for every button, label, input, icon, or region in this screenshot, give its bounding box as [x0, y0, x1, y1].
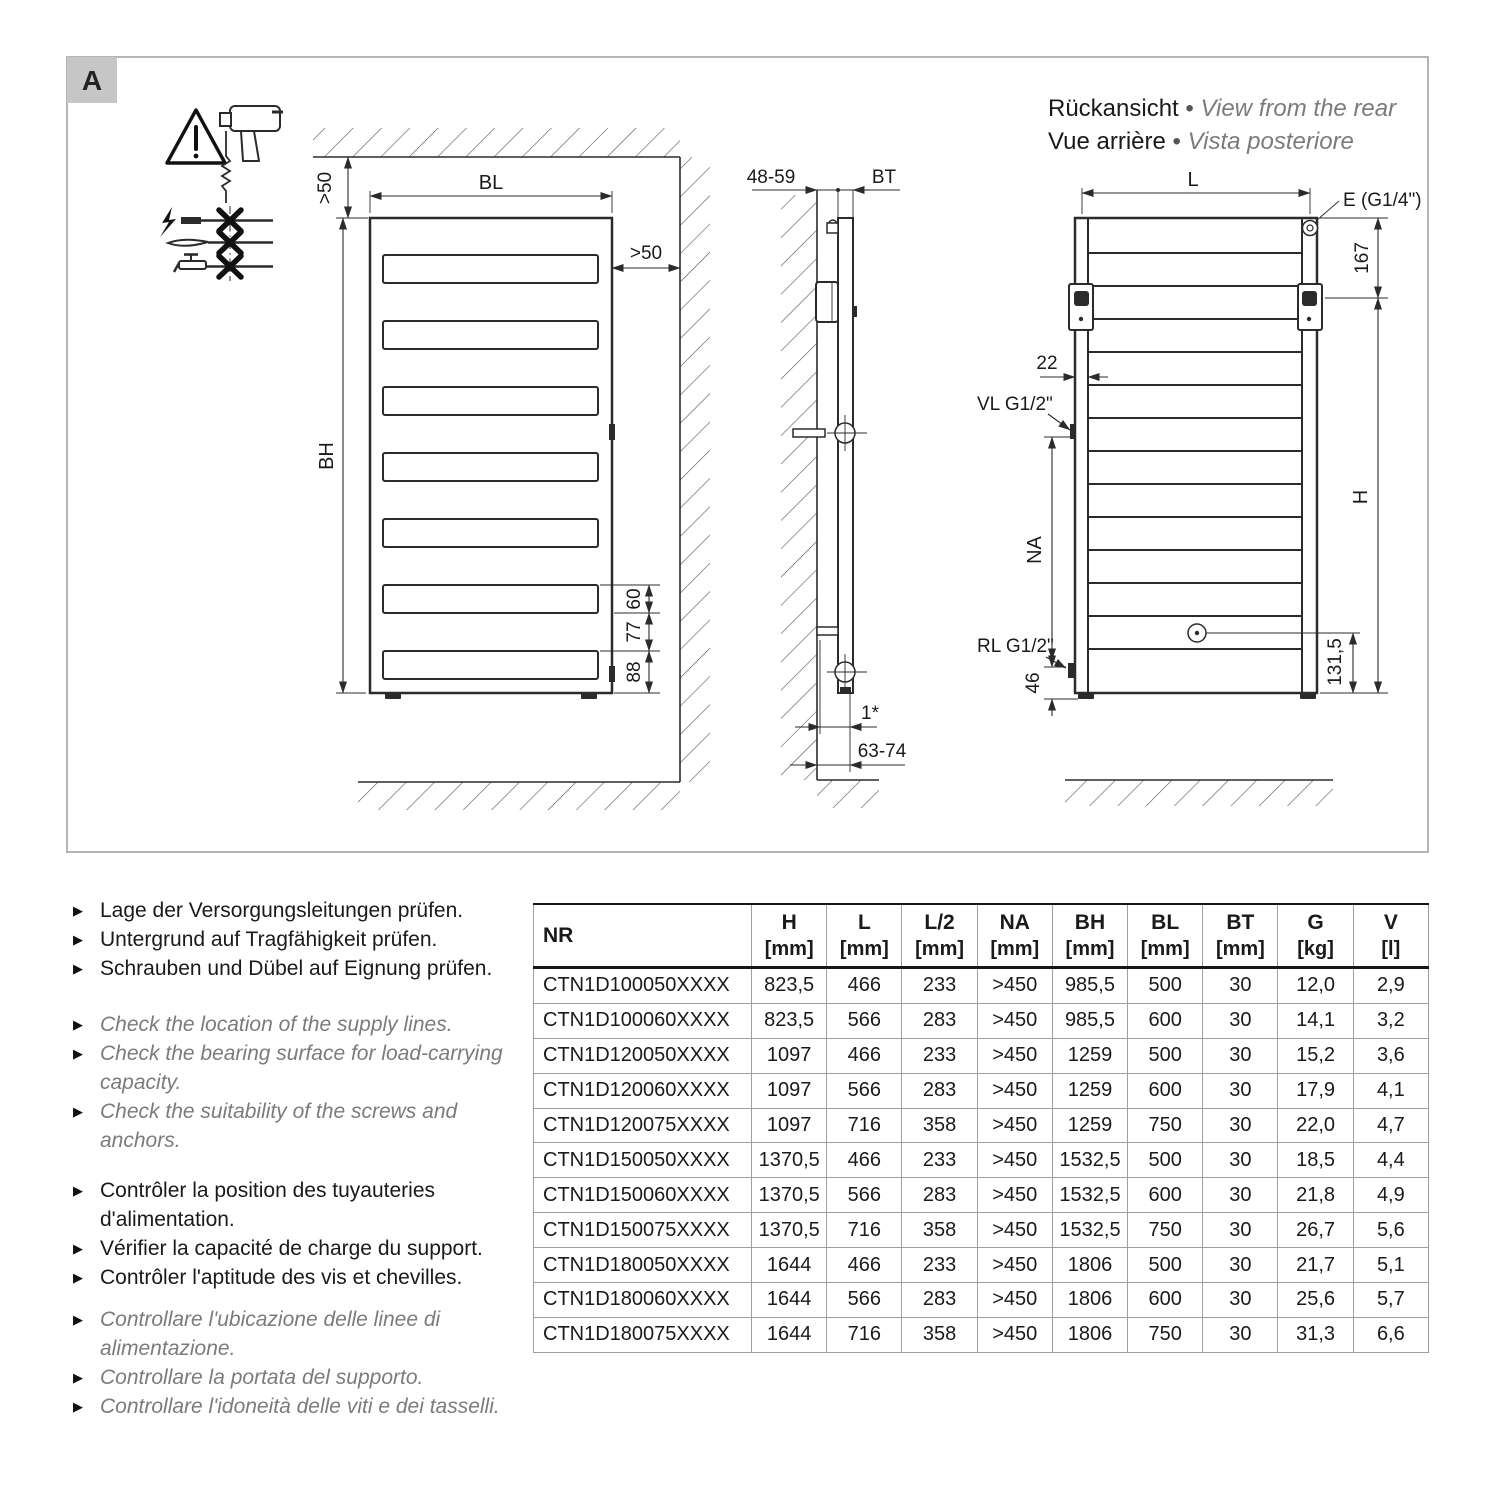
instructions-english — [73, 1010, 533, 1155]
drain-symbol — [1188, 624, 1206, 642]
value-cell: >450 — [977, 1178, 1052, 1213]
table-row — [534, 1108, 1429, 1143]
instructions-german — [73, 896, 533, 983]
value-cell: 566 — [827, 1003, 902, 1038]
lower-wall-anchor — [817, 627, 838, 635]
radiator-side-outline — [838, 218, 853, 693]
value-cell: 1259 — [1052, 1038, 1127, 1073]
value-cell: 1532,5 — [1052, 1143, 1127, 1178]
value-cell: 17,9 — [1278, 1073, 1353, 1108]
instruction-text: Contrôler la position des tuyauteries d'alimentation. — [100, 1179, 436, 1231]
value-cell: 1644 — [752, 1317, 827, 1352]
value-cell: 823,5 — [752, 1003, 827, 1038]
instruction-item — [73, 1039, 533, 1097]
value-cell: 1097 — [752, 1108, 827, 1143]
instruction-text: Controllare la portata del supporto. — [100, 1366, 424, 1389]
dim-bt-label: BT — [871, 167, 897, 188]
value-cell: 233 — [902, 1143, 977, 1178]
table-row — [534, 1003, 1429, 1038]
value-cell: 716 — [827, 1317, 902, 1352]
panel-a-label: A — [81, 65, 103, 96]
instruction-text: Controllare l'ubicazione delle linee di alimentazione. — [100, 1308, 441, 1360]
instruction-item — [73, 1305, 533, 1363]
value-cell: 18,5 — [1278, 1143, 1353, 1178]
model-number-cell: CTN1D120060XXXX — [534, 1073, 752, 1108]
value-cell: 2,9 — [1353, 968, 1428, 1004]
column-header-h: H [mm] — [752, 904, 827, 968]
instruction-item — [73, 954, 533, 983]
value-cell: 1370,5 — [752, 1213, 827, 1248]
floor-hatch — [358, 782, 680, 810]
dim-rl-label: RL G1/2" — [977, 636, 1054, 657]
table-row — [534, 1038, 1429, 1073]
lower-wall-anchor — [793, 429, 825, 437]
value-cell: >450 — [977, 1073, 1052, 1108]
value-cell: >450 — [977, 1248, 1052, 1283]
value-cell: 466 — [827, 968, 902, 1004]
instruction-item — [73, 896, 533, 925]
value-cell: 566 — [827, 1073, 902, 1108]
value-cell: 500 — [1128, 1143, 1203, 1178]
instruction-text: Check the location of the supply lines. — [100, 1013, 453, 1036]
bullet-icon: ▶ — [73, 903, 83, 918]
bullet-icon: ▶ — [73, 1370, 83, 1385]
table-row — [534, 1073, 1429, 1108]
value-cell: 30 — [1203, 1248, 1278, 1283]
value-cell: 1370,5 — [752, 1178, 827, 1213]
instruction-text: Lage der Versorgungsleitungen prüfen. — [100, 899, 464, 922]
value-cell: 233 — [902, 1038, 977, 1073]
bullet-icon: ▶ — [73, 1104, 83, 1119]
value-cell: 750 — [1128, 1108, 1203, 1143]
column-header-g: G [kg] — [1278, 904, 1353, 968]
value-cell: 30 — [1203, 1213, 1278, 1248]
value-cell: 716 — [827, 1108, 902, 1143]
rear-view-heading-line1 — [1048, 92, 1468, 125]
dim-60-label: 60 — [624, 588, 645, 610]
wall-hatch-side — [781, 195, 817, 780]
value-cell: 12,0 — [1278, 968, 1353, 1004]
column-header-bt: BT [mm] — [1203, 904, 1278, 968]
value-cell: 1532,5 — [1052, 1178, 1127, 1213]
dim-167-label: 167 — [1352, 242, 1373, 274]
instruction-text: Schrauben und Dübel auf Eignung prüfen. — [100, 957, 493, 980]
dim-h-label: H — [1350, 489, 1372, 505]
value-cell: 14,1 — [1278, 1003, 1353, 1038]
radiator-foot — [1078, 693, 1094, 699]
floor-hatch-rear — [1065, 780, 1333, 806]
wall-hatch-top — [313, 128, 680, 157]
value-cell: 600 — [1128, 1003, 1203, 1038]
value-cell: >450 — [977, 1317, 1052, 1352]
dim-77-label: 77 — [624, 621, 645, 643]
value-cell: 500 — [1128, 1038, 1203, 1073]
value-cell: 30 — [1203, 1143, 1278, 1178]
value-cell: 1532,5 — [1052, 1213, 1127, 1248]
value-cell: >450 — [977, 1003, 1052, 1038]
bullet-icon: ▶ — [73, 1183, 83, 1198]
value-cell: 716 — [827, 1213, 902, 1248]
value-cell: 500 — [1128, 968, 1203, 1004]
heading-fr: Vue arrière — [1048, 128, 1166, 155]
model-number-cell: CTN1D180050XXXX — [534, 1248, 752, 1283]
bullet-icon: ▶ — [73, 1399, 83, 1414]
dim-clearance-side-label: >50 — [629, 243, 663, 264]
spec-table-head-row — [534, 904, 1429, 968]
instruction-item — [73, 1263, 533, 1292]
value-cell: 30 — [1203, 1073, 1278, 1108]
value-cell: 283 — [902, 1003, 977, 1038]
value-cell: 1806 — [1052, 1317, 1127, 1352]
spec-table-container — [533, 903, 1429, 1353]
dim-tolerance-label: 1* — [861, 703, 879, 724]
value-cell: 750 — [1128, 1317, 1203, 1352]
instruction-item — [73, 925, 533, 954]
column-header-bh: BH [mm] — [1052, 904, 1127, 968]
mounting-bracket-right — [1298, 284, 1322, 330]
value-cell: >450 — [977, 1108, 1052, 1143]
rl-connection-tab — [1068, 663, 1074, 678]
value-cell: 4,4 — [1353, 1143, 1428, 1178]
table-row — [534, 1317, 1429, 1352]
radiator-rear-outline — [1075, 218, 1317, 693]
value-cell: 283 — [902, 1178, 977, 1213]
value-cell: 30 — [1203, 968, 1278, 1004]
value-cell: 500 — [1128, 1248, 1203, 1283]
warning-exclamation-dot — [194, 154, 199, 159]
heading-separator: • — [1185, 95, 1201, 122]
value-cell: 566 — [827, 1283, 902, 1318]
model-number-cell: CTN1D150060XXXX — [534, 1178, 752, 1213]
dim-88-label: 88 — [624, 661, 645, 683]
value-cell: >450 — [977, 1283, 1052, 1318]
bullet-icon: ▶ — [73, 932, 83, 947]
wall-hatch-right — [680, 157, 710, 782]
instruction-text: Untergrund auf Tragfähigkeit prüfen. — [100, 928, 438, 951]
instruction-text: Contrôler l'aptitude des vis et chevilles. — [100, 1266, 463, 1289]
value-cell: 1644 — [752, 1248, 827, 1283]
dim-bl-label: BL — [478, 172, 504, 194]
model-number-cell: CTN1D180060XXXX — [534, 1283, 752, 1318]
heading-de: Rückansicht — [1048, 95, 1179, 122]
instruction-item — [73, 1234, 533, 1263]
column-header-v: V [l] — [1353, 904, 1428, 968]
model-number-cell: CTN1D150050XXXX — [534, 1143, 752, 1178]
value-cell: 31,3 — [1278, 1317, 1353, 1352]
value-cell: 30 — [1203, 1003, 1278, 1038]
instruction-item — [73, 1097, 533, 1155]
column-header-na: NA [mm] — [977, 904, 1052, 968]
instruction-item — [73, 1010, 533, 1039]
table-row — [534, 1283, 1429, 1318]
value-cell: 5,7 — [1353, 1283, 1428, 1318]
value-cell: 233 — [902, 968, 977, 1004]
value-cell: 823,5 — [752, 968, 827, 1004]
value-cell: 233 — [902, 1248, 977, 1283]
value-cell: 1259 — [1052, 1108, 1127, 1143]
dim-bh-label: BH — [316, 442, 338, 470]
value-cell: 466 — [827, 1248, 902, 1283]
value-cell: 5,1 — [1353, 1248, 1428, 1283]
value-cell: 358 — [902, 1213, 977, 1248]
value-cell: 4,7 — [1353, 1108, 1428, 1143]
value-cell: 283 — [902, 1283, 977, 1318]
value-cell: 466 — [827, 1038, 902, 1073]
model-number-cell: CTN1D150075XXXX — [534, 1213, 752, 1248]
dim-na-label: NA — [1024, 536, 1046, 564]
instructions-italian — [73, 1305, 533, 1421]
bullet-icon: ▶ — [73, 1312, 83, 1327]
value-cell: 25,6 — [1278, 1283, 1353, 1318]
model-number-cell: CTN1D180075XXXX — [534, 1317, 752, 1352]
instructions-french — [73, 1176, 533, 1292]
value-cell: 600 — [1128, 1073, 1203, 1108]
model-number-cell: CTN1D120050XXXX — [534, 1038, 752, 1073]
radiator-foot — [385, 693, 401, 699]
value-cell: 1259 — [1052, 1073, 1127, 1108]
spec-table-body — [534, 968, 1429, 1353]
value-cell: >450 — [977, 1038, 1052, 1073]
value-cell: 30 — [1203, 1178, 1278, 1213]
dim-22-label: 22 — [1036, 353, 1058, 374]
table-row — [534, 1178, 1429, 1213]
instruction-text: Check the bearing surface for load-carrying capacity. — [100, 1042, 503, 1094]
dim-l-label: L — [1187, 169, 1199, 191]
value-cell: 26,7 — [1278, 1213, 1353, 1248]
dim-wall-distance-label: 48-59 — [746, 167, 796, 188]
radiator-foot — [1300, 693, 1316, 699]
value-cell: 6,6 — [1353, 1317, 1428, 1352]
value-cell: 22,0 — [1278, 1108, 1353, 1143]
instruction-item — [73, 1363, 533, 1392]
value-cell: 4,1 — [1353, 1073, 1428, 1108]
floor-hatch-side — [817, 780, 879, 808]
dim-131-5-label: 131,5 — [1325, 638, 1346, 686]
heading-separator: • — [1172, 128, 1188, 155]
instruction-item — [73, 1176, 533, 1234]
table-row — [534, 968, 1429, 1004]
dim-e-label: E (G1/4") — [1343, 190, 1422, 211]
dim-46-label: 46 — [1023, 672, 1044, 694]
value-cell: 30 — [1203, 1283, 1278, 1318]
mounting-bracket-left — [1069, 284, 1093, 330]
value-cell: 1370,5 — [752, 1143, 827, 1178]
side-bracket-knob — [609, 424, 615, 440]
value-cell: 1644 — [752, 1283, 827, 1318]
value-cell: 466 — [827, 1143, 902, 1178]
model-number-cell: CTN1D100050XXXX — [534, 968, 752, 1004]
table-row — [534, 1213, 1429, 1248]
value-cell: 21,7 — [1278, 1248, 1353, 1283]
value-cell: 1806 — [1052, 1283, 1127, 1318]
value-cell: 985,5 — [1052, 1003, 1127, 1038]
value-cell: 15,2 — [1278, 1038, 1353, 1073]
side-bracket-knob — [609, 666, 615, 682]
spec-table-head — [534, 904, 1429, 968]
instruction-item — [73, 1392, 533, 1421]
dim-clearance-top-label: >50 — [315, 171, 336, 205]
value-cell: >450 — [977, 1143, 1052, 1178]
value-cell: 750 — [1128, 1213, 1203, 1248]
heading-en: View from the rear — [1200, 95, 1397, 122]
value-cell: 4,9 — [1353, 1178, 1428, 1213]
column-header-l2: L/2 [mm] — [902, 904, 977, 968]
value-cell: 30 — [1203, 1038, 1278, 1073]
value-cell: 566 — [827, 1178, 902, 1213]
value-cell: 985,5 — [1052, 968, 1127, 1004]
radiator-side-foot — [840, 687, 851, 693]
table-row — [534, 1248, 1429, 1283]
radiator-foot — [581, 693, 597, 699]
model-number-cell: CTN1D120075XXXX — [534, 1108, 752, 1143]
rear-view-heading — [1048, 92, 1468, 158]
dim-vl-label: VL G1/2" — [977, 394, 1053, 415]
bullet-icon: ▶ — [73, 961, 83, 976]
value-cell: 600 — [1128, 1178, 1203, 1213]
value-cell: 5,6 — [1353, 1213, 1428, 1248]
bullet-icon: ▶ — [73, 1241, 83, 1256]
column-header-nr: NR — [534, 904, 752, 968]
value-cell: 600 — [1128, 1283, 1203, 1318]
column-header-bl: BL [mm] — [1128, 904, 1203, 968]
instruction-text: Controllare l'idoneità delle viti e dei tasselli. — [100, 1395, 500, 1418]
table-row — [534, 1143, 1429, 1178]
instruction-text: Vérifier la capacité de charge du support. — [100, 1237, 483, 1260]
value-cell: 30 — [1203, 1108, 1278, 1143]
column-header-l: L [mm] — [827, 904, 902, 968]
bullet-icon: ▶ — [73, 1017, 83, 1032]
heading-it: Vista posteriore — [1187, 128, 1354, 155]
bullet-icon: ▶ — [73, 1046, 83, 1061]
bullet-icon: ▶ — [73, 1270, 83, 1285]
instruction-text: Check the suitability of the screws and anchors. — [100, 1100, 458, 1152]
value-cell: 1097 — [752, 1038, 827, 1073]
value-cell: 1806 — [1052, 1248, 1127, 1283]
value-cell: 1097 — [752, 1073, 827, 1108]
value-cell: >450 — [977, 1213, 1052, 1248]
value-cell: >450 — [977, 968, 1052, 1004]
vent-plug-rear — [1303, 221, 1318, 236]
value-cell: 3,2 — [1353, 1003, 1428, 1038]
rear-view-heading-line2 — [1048, 125, 1468, 158]
value-cell: 3,6 — [1353, 1038, 1428, 1073]
value-cell: 358 — [902, 1317, 977, 1352]
value-cell: 21,8 — [1278, 1178, 1353, 1213]
spec-table — [533, 903, 1429, 1353]
model-number-cell: CTN1D100060XXXX — [534, 1003, 752, 1038]
value-cell: 358 — [902, 1108, 977, 1143]
value-cell: 30 — [1203, 1317, 1278, 1352]
value-cell: 283 — [902, 1073, 977, 1108]
dim-pipe-distance-label: 63-74 — [857, 741, 907, 762]
